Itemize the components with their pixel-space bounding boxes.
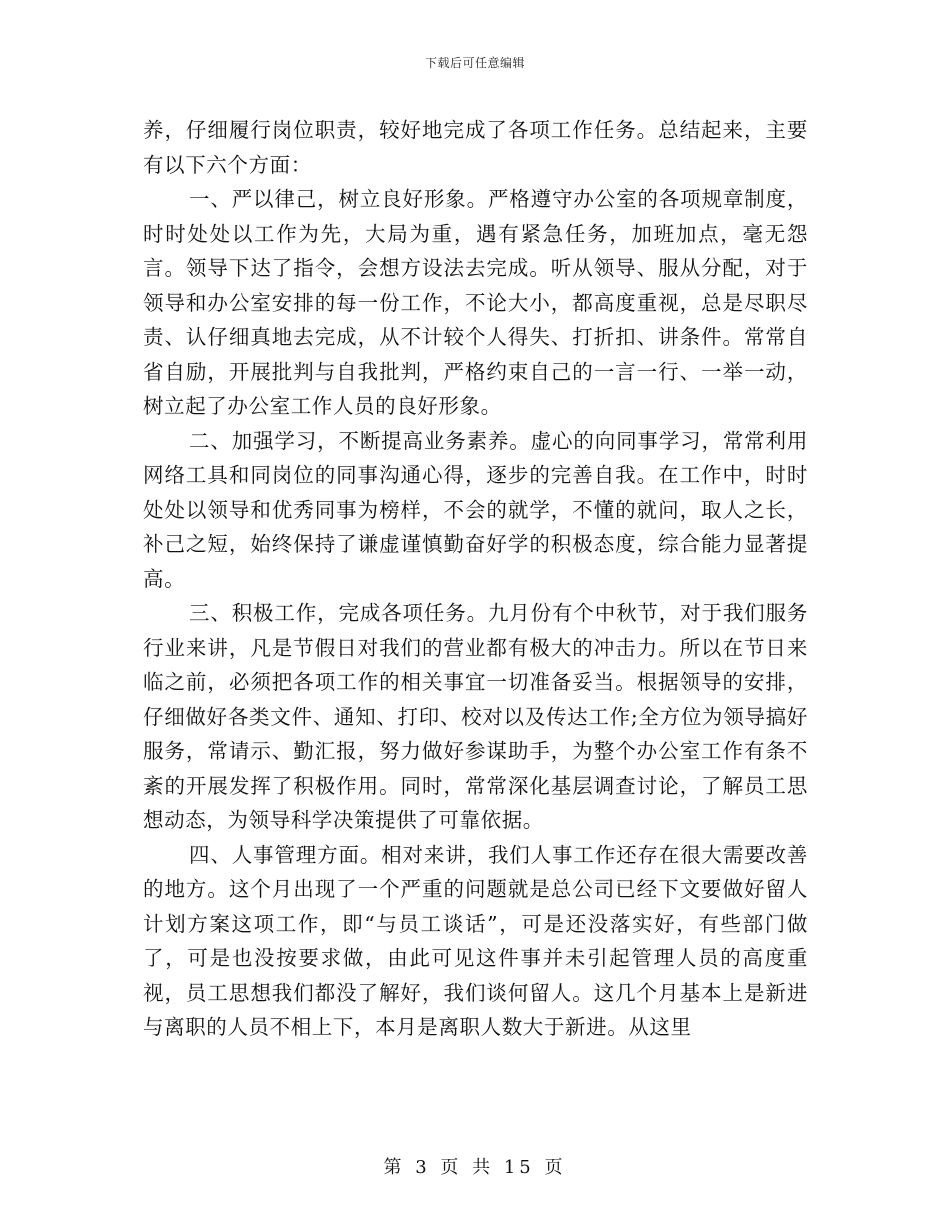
page-number-footer: 第 3 页 共 15 页: [383, 1157, 567, 1178]
paragraph-continuation: 养，仔细履行岗位职责，较好地完成了各项工作任务。总结起来，主要有以下六个方面：: [143, 118, 808, 177]
document-body: [143, 113, 808, 1045]
paragraph-section-4: 四、人事管理方面。相对来讲，我们人事工作还存在很大需要改善的地方。这个月出现了一个严重的问题就是总公司已经下文要做好留人计划方案这项工作，即“与员工谈话”，可是还没落实好，有些部门做了，可是也没按要求做，由此可见这件事并未引起管理人员的高度重视，员工思想我们都没了解好，我们谈何留人。这几个月基本上是新进与离职的人员不相上下，本月是离职人数大于新进。从这里: [143, 842, 808, 1039]
header-note: 下载后可任意编辑: [424, 56, 525, 70]
paragraph-section-2: 二、加强学习，不断提高业务素养。虚心的向同事学习，常常利用网络工具和同岗位的同事沟通心得，逐步的完善自我。在工作中，时时处处以领导和优秀同事为榜样，不会的就学，不懂的就问，取人之长，补己之短，始终保持了谦虚谨慎勤奋好学的积极态度，综合能力显著提高。: [143, 428, 808, 591]
paragraph-section-3: 三、积极工作，完成各项任务。九月份有个中秋节，对于我们服务行业来讲，凡是节假日对我们的营业都有极大的冲击力。所以在节日来临之前，必须把各项工作的相关事宜一切准备妥当。根据领导的安排，仔细做好各类文件、通知、打印、校对以及传达工作;全方位为领导搞好服务，常请示、勤汇报，努力做好参谋助手，为整个办公室工作有条不紊的开展发挥了积极作用。同时，常常深化基层调查讨论，了解员工思想动态，为领导科学决策提供了可靠依据。: [143, 601, 808, 832]
paragraph-section-1: 一、严以律己，树立良好形象。严格遵守办公室的各项规章制度，时时处处以工作为先，大局为重，遇有紧急任务，加班加点，毫无怨言。领导下达了指令，会想方设法去完成。听从领导、服从分配，对于领导和办公室安排的每一份工作，不论大小，都高度重视，总是尽职尽责、认仔细真地去完成，从不计较个人得失、打折扣、讲条件。常常自省自励，开展批判与自我批判，严格约束自己的一言一行、一举一动，树立起了办公室工作人员的良好形象。: [143, 187, 808, 418]
